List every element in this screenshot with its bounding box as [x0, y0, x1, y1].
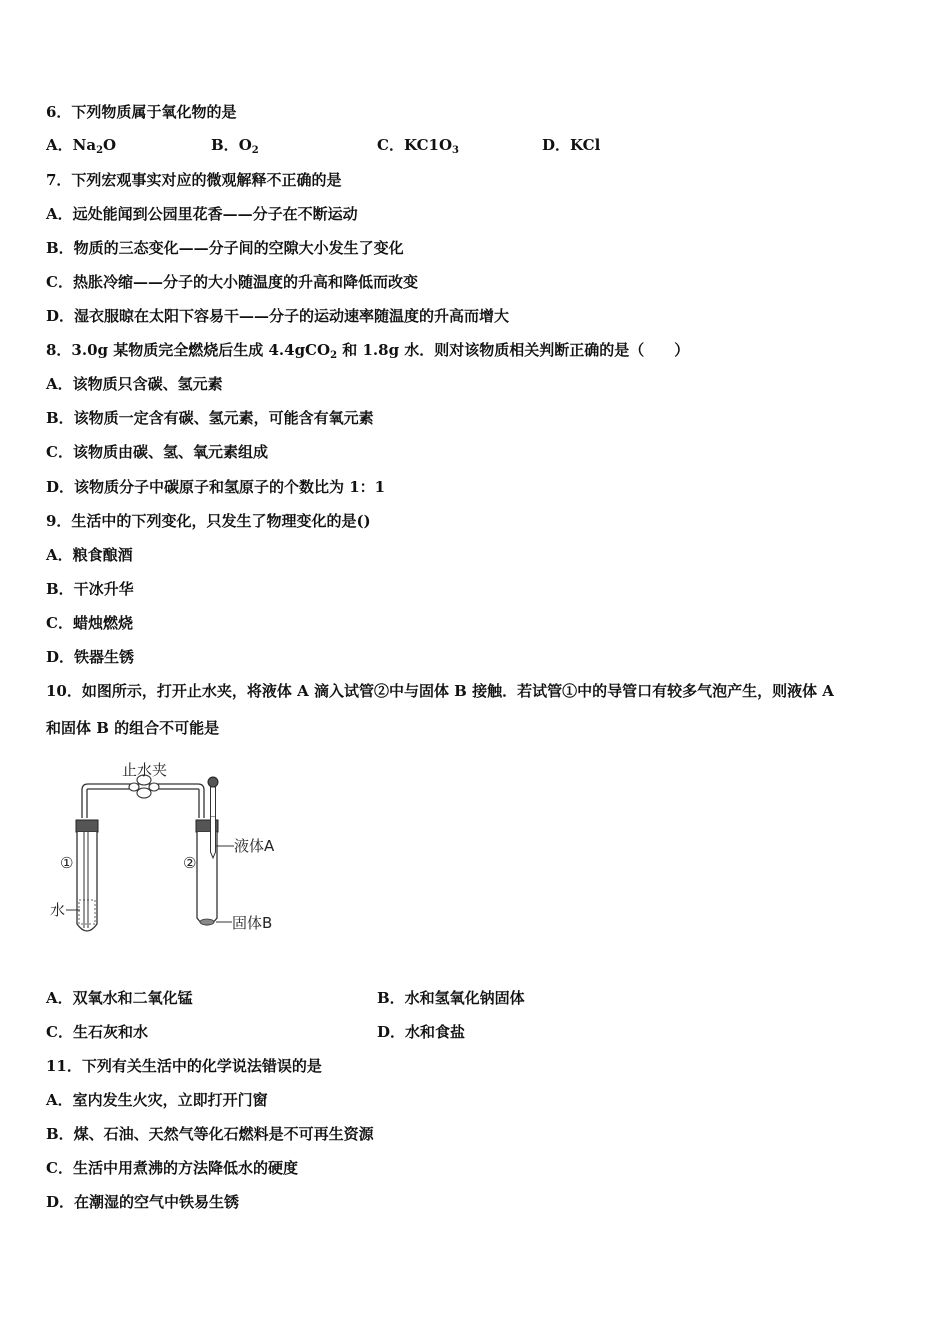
q9-option-c: C．蜡烛燃烧 — [46, 614, 133, 632]
q6-option-d: D．KCl — [542, 136, 601, 154]
q6-stem: 6．下列物质属于氧化物的是 — [46, 103, 237, 121]
q9-option-d: D．铁器生锈 — [46, 648, 135, 666]
q9-option-a: A．粮食酿酒 — [46, 546, 133, 564]
tube1-label: ① — [60, 854, 74, 872]
q9-option-b: B．干冰升华 — [46, 580, 134, 598]
liquid-a-label: 液体A — [234, 837, 275, 855]
q10-option-d: D．水和食盐 — [377, 1023, 466, 1041]
q11-option-d: D．在潮湿的空气中铁易生锈 — [46, 1193, 240, 1211]
tube2-label: ② — [183, 854, 197, 872]
q11-option-b: B．煤、石油、天然气等化石燃料是不可再生资源 — [46, 1125, 374, 1143]
q8-option-d: D．该物质分子中碳原子和氢原子的个数比为 1：1 — [46, 478, 386, 496]
q7-option-d: D．湿衣服晾在太阳下容易干——分子的运动速率随温度的升高而增大 — [46, 307, 510, 325]
q11-stem: 11．下列有关生活中的化学说法错误的是 — [46, 1057, 322, 1075]
clamp-label: 止水夹 — [122, 761, 168, 779]
q7-option-b: B．物质的三态变化——分子间的空隙大小发生了变化 — [46, 239, 404, 257]
q9-stem: 9．生活中的下列变化，只发生了物理变化的是() — [46, 512, 371, 530]
q11-option-a: A．室内发生火灾，立即打开门窗 — [46, 1091, 268, 1109]
solid-b-label: 固体B — [232, 914, 273, 932]
q8-option-c: C．该物质由碳、氢、氧元素组成 — [46, 443, 268, 461]
q7-option-c: C．热胀冷缩——分子的大小随温度的升高和降低而改变 — [46, 273, 418, 291]
q8-option-b: B．该物质一定含有碳、氢元素，可能含有氧元素 — [46, 409, 374, 427]
q7-stem: 7．下列宏观事实对应的微观解释不正确的是 — [46, 171, 342, 189]
q11-option-c: C．生活中用煮沸的方法降低水的硬度 — [46, 1159, 298, 1177]
apparatus-figure — [46, 760, 296, 950]
q10-stem-line2: 和固体 B 的组合不可能是 — [46, 719, 220, 737]
water-label: 水 — [50, 901, 66, 919]
q8-stem: 8．3.0g 某物质完全燃烧后生成 4.4gCO$_2$ 和 1.8g 水．则对该物质相关判断正确的是（ ） — [46, 341, 690, 361]
q6-option-b: B．$O_2$ — [211, 136, 259, 156]
test-tube-1 — [76, 820, 98, 931]
q8-option-a: A．该物质只含碳、氢元素 — [46, 375, 223, 393]
q10-option-b: B．水和氢氧化钠固体 — [377, 989, 525, 1007]
q10-stem-line1: 10．如图所示，打开止水夹，将液体 A 滴入试管②中与固体 B 接触．若试管①中的导管口有较多气泡产生，则液体 A — [46, 682, 834, 700]
q7-option-a: A．远处能闻到公园里花香——分子在不断运动 — [46, 205, 358, 223]
q10-option-c: C．生石灰和水 — [46, 1023, 148, 1041]
q6-option-c: C．$KC1O_3$ — [377, 136, 459, 156]
q6-option-a: A．$Na_2O$ — [46, 136, 117, 156]
q10-option-a: A．双氧水和二氧化锰 — [46, 989, 193, 1007]
